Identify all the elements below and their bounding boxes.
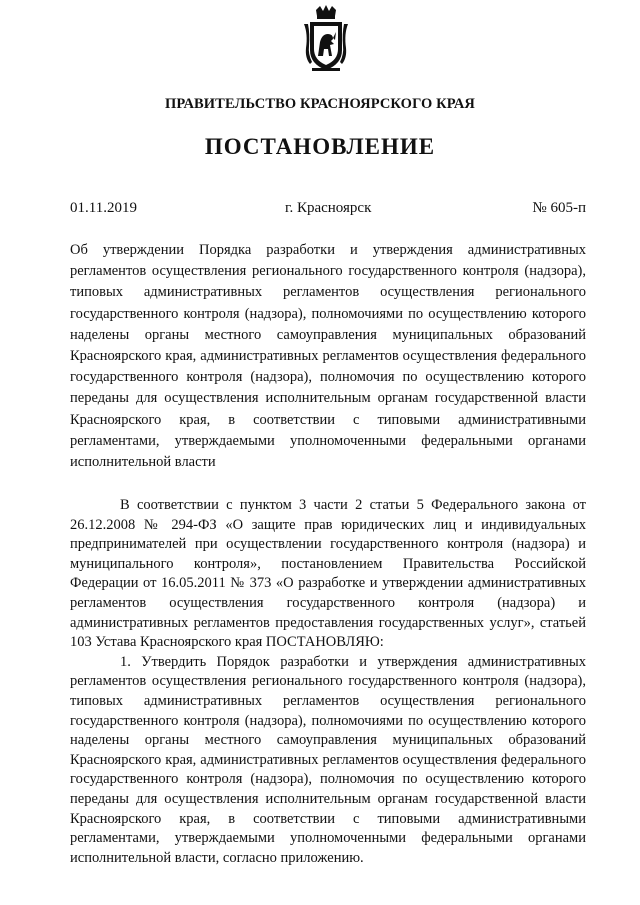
document-body [70,496,586,868]
krasnoyarsk-coat-of-arms-icon [302,4,350,74]
document-number: № 605-п [532,200,586,216]
document-type: ПОСТАНОВЛЕНИЕ [204,134,436,159]
document-subject: Об утверждении Порядка разработки и утверждения административных регламентов осуществления регионального государственного контроля (надзора), типовых административных регламентов осуществления регионального государственного контроля (надзора), полномочиями по осуществлению которого наделены органы местного самоуправления муниципальных образований Красноярского края, административных регламентов осуществления федерального государственного контроля (надзора), полномочия по осуществлению которого переданы для осуществления исполнительным органам государственной власти Красноярского края, в соответствии с типовыми административными регламентами, утверждаемыми уполномоченными федеральными органами исполнительной власти [70,242,586,471]
document-city: г. Красноярск [285,200,372,216]
preamble-paragraph: В соответствии с пунктом 3 части 2 статьи 5 Федерального закона от 26.12.2008 № 294-ФЗ «О защите прав юридических лиц и индивидуальных предпринимателей при осуществлении государственного контроля (надзора) и муниципального контроля», постановлением Правительства Российской Федерации от 16.05.2011 № 373 «О разработке и утверждении административных регламентов осуществления государственного контроля (надзора) и административных регламентов предоставления государственных услуг», статьей 103 Устава Красноярского края ПОСТАНОВЛЯЮ: [70,497,586,651]
government-title: ПРАВИТЕЛЬСТВО КРАСНОЯРСКОГО КРАЯ [164,96,475,112]
document-date: 01.11.2019 [70,200,137,216]
item-1-paragraph: 1. Утвердить Порядок разработки и утверждения административных регламентов осуществления регионального государственного контроля (надзора), типовых административных регламентов осуществления регионального государственного контроля (надзора), полномочиями по осуществлению которого наделены органы местного самоуправления муниципальных образований Красноярского края, административных регламентов осуществления федерального государственного контроля (надзора), полномочия по осуществлению которого переданы для осуществления исполнительным органам государственной власти Красноярского края, в соответствии с типовыми административными регламентами, утверждаемыми уполномоченными федеральными органами исполнительной власти, согласно приложению. [70,653,586,866]
